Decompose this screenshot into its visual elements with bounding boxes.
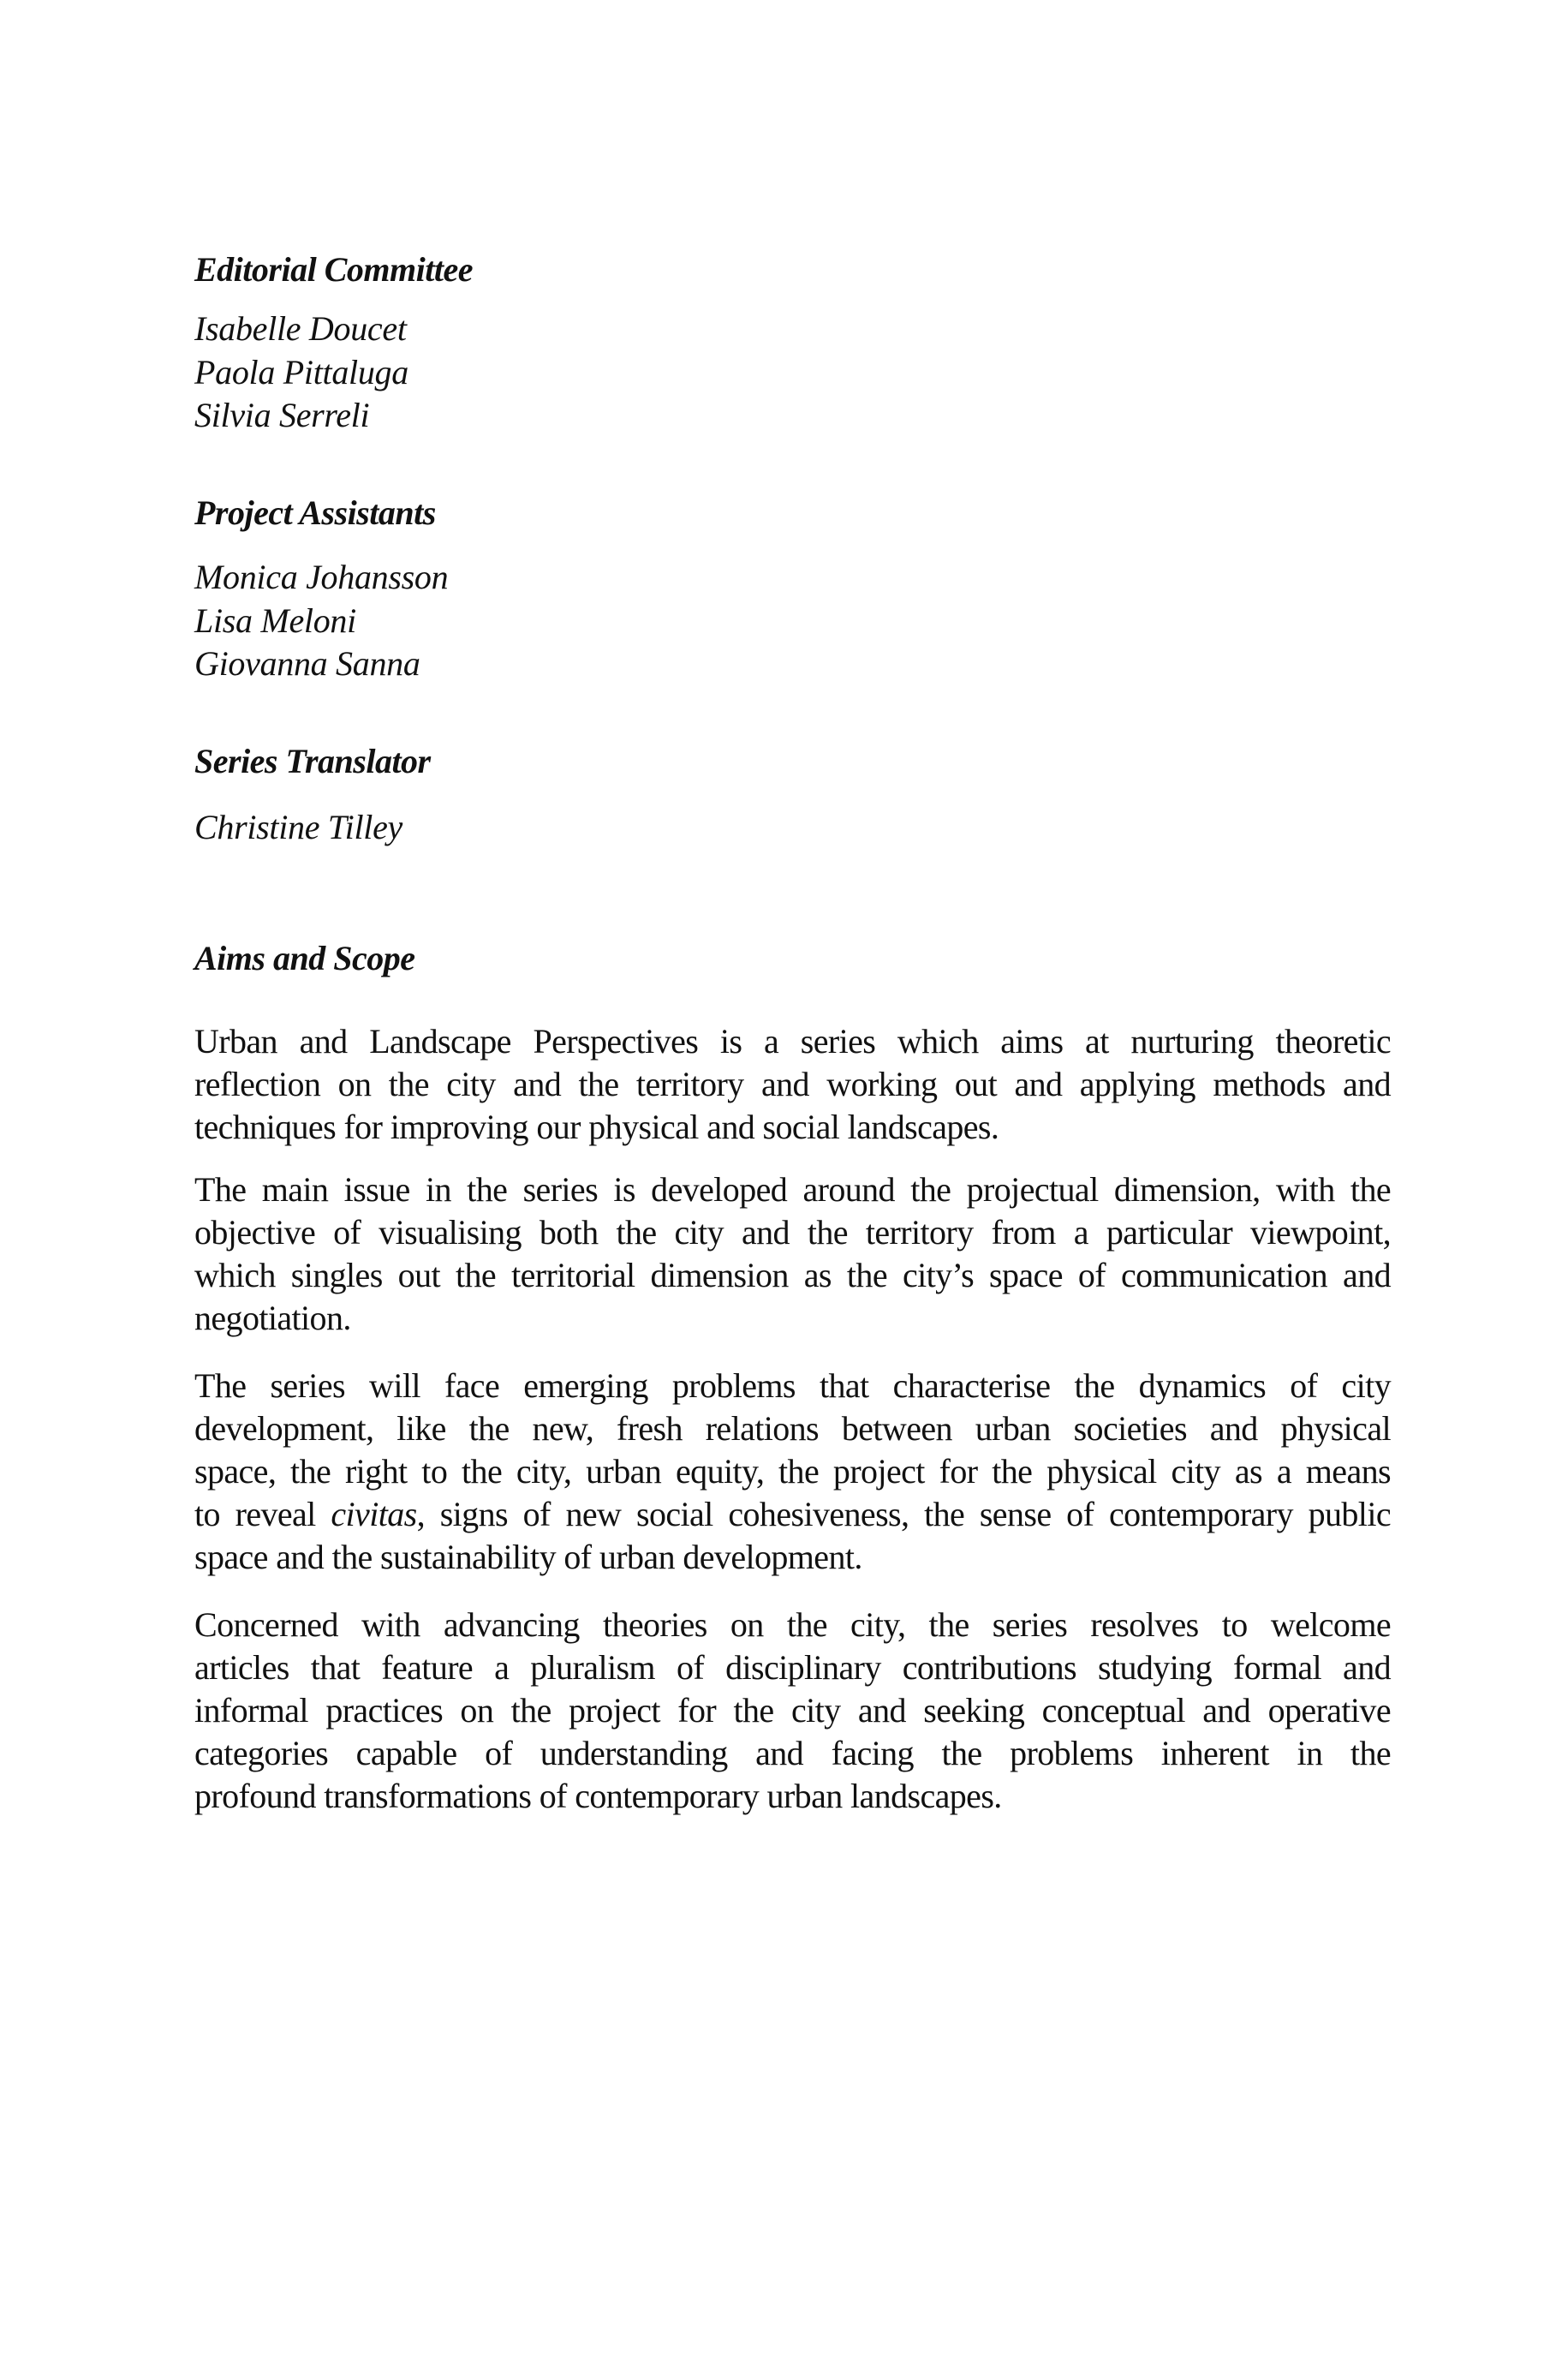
name: Silvia Serreli: [194, 396, 370, 434]
name: Monica Johansson: [194, 558, 449, 596]
text-line: The main issue in the series is developed around the projectual dimension, with the: [194, 1170, 1391, 1209]
text-line: development, like the new, fresh relations between urban societies and physical: [194, 1409, 1391, 1448]
series-translator-heading: Series Translator: [194, 742, 431, 780]
text: , signs of new social cohesiveness, the sense of contemporary public: [416, 1495, 1391, 1533]
text-line: which singles out the territorial dimension as the city’s space of communication and: [194, 1256, 1391, 1294]
italic-term: civitas: [331, 1495, 417, 1533]
project-assistants-names: [194, 556, 1391, 686]
project-assistants-heading: Project Assistants: [194, 493, 436, 532]
text-line: Urban and Landscape Perspectives is a series which aims at nurturing theoretic: [194, 1022, 1391, 1061]
text-line: space and the sustainability of urban development.: [194, 1538, 862, 1576]
text-line: space, the right to the city, urban equity, the project for the physical city as a means: [194, 1452, 1391, 1491]
text-line: negotiation.: [194, 1299, 351, 1337]
text-line: informal practices on the project for the city and seeking conceptual and operative: [194, 1691, 1391, 1730]
paragraph-2: [194, 1168, 1391, 1340]
text-line: reflection on the city and the territory and working out and applying methods and: [194, 1065, 1391, 1103]
text-line: Concerned with advancing theories on the city, the series resolves to welcome: [194, 1605, 1391, 1644]
editorial-committee-names: [194, 308, 1391, 438]
text-line: articles that feature a pluralism of disciplinary contributions studying formal and: [194, 1648, 1391, 1687]
text-line: [194, 1493, 1391, 1536]
paragraph-1: [194, 1020, 1391, 1149]
paragraph-3: [194, 1365, 1391, 1579]
editorial-committee-heading: Editorial Committee: [194, 250, 473, 289]
name: Isabelle Doucet: [194, 309, 407, 348]
series-translator-names: [194, 806, 1391, 850]
text-line: profound transformations of contemporary urban landscapes.: [194, 1777, 1002, 1815]
text-line: The series will face emerging problems that characterise the dynamics of city: [194, 1366, 1391, 1405]
text-line: categories capable of understanding and facing the problems inherent in the: [194, 1734, 1391, 1772]
text-line: techniques for improving our physical and social landscapes.: [194, 1108, 999, 1146]
name: Christine Tilley: [194, 808, 402, 846]
text: to reveal: [194, 1495, 331, 1533]
paragraph-4: [194, 1604, 1391, 1818]
text-line: objective of visualising both the city and the territory from a particular viewpoint,: [194, 1213, 1391, 1252]
name: Lisa Meloni: [194, 600, 356, 640]
name: Paola Pittaluga: [194, 352, 408, 391]
aims-and-scope-heading: Aims and Scope: [194, 939, 415, 977]
name: Giovanna Sanna: [194, 644, 420, 683]
